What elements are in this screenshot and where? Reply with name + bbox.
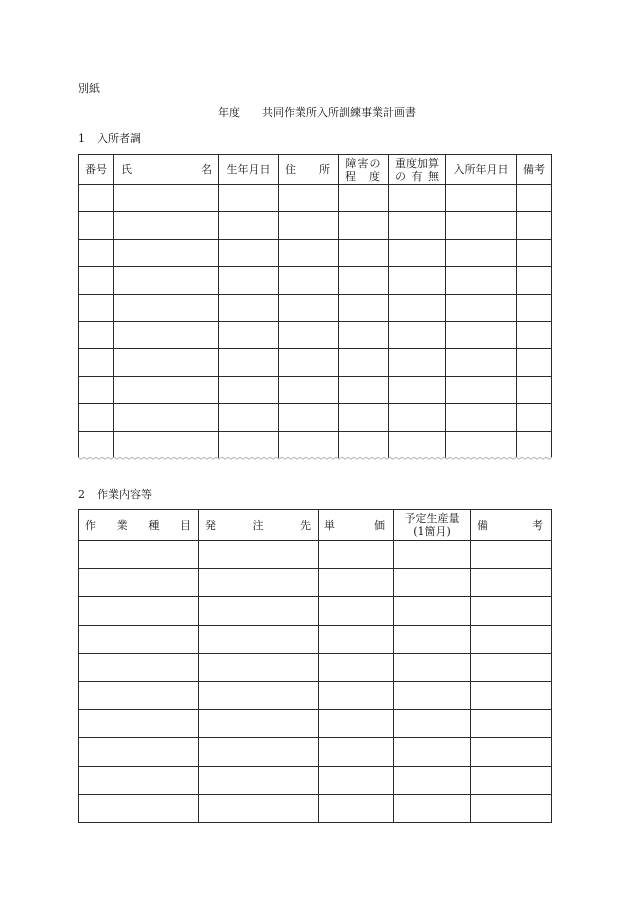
header-no-label: 番号	[85, 163, 107, 176]
header-client	[199, 510, 319, 541]
header-address-label	[279, 163, 338, 176]
work-content-table-body	[79, 541, 552, 823]
entrant-name-cell	[114, 349, 219, 376]
entrant-severe-addition-cell	[389, 349, 446, 376]
entrant-birth-date-cell	[219, 212, 279, 239]
title-text: 共同作業所入所訓練事業計画書	[262, 106, 416, 119]
entrant-admission-date-cell	[446, 404, 517, 431]
entrant-severe-addition-cell	[389, 185, 446, 212]
work-planned-output-cell	[394, 794, 471, 822]
work-remarks-cell	[471, 653, 552, 681]
work-remarks-cell	[471, 738, 552, 766]
work-client-cell	[199, 794, 319, 822]
work-unit-price-cell	[319, 794, 394, 822]
table-row	[79, 185, 552, 212]
header-work-type-char: 業	[116, 518, 128, 532]
work-unit-price-cell	[319, 597, 394, 625]
work-planned-output-cell	[394, 766, 471, 794]
header-unit-price-char: 価	[374, 518, 385, 532]
header-unit-price	[319, 510, 394, 541]
header-address	[279, 155, 339, 185]
header-planned-output-line2: (1箇月)	[413, 525, 451, 538]
work-work-type-cell	[79, 738, 199, 766]
work-work-type-cell	[79, 766, 199, 794]
table-row	[79, 239, 552, 266]
entrant-admission-date-cell	[446, 239, 517, 266]
document-title	[218, 106, 416, 119]
header-row	[79, 510, 552, 541]
entrant-disability-cell	[339, 404, 389, 431]
work-planned-output-cell	[394, 625, 471, 653]
entrant-disability-cell	[339, 321, 389, 348]
header-birth-date-label: 生年月日	[226, 163, 271, 176]
table-row	[79, 569, 552, 597]
entrant-remarks-cell	[517, 267, 552, 294]
work-client-cell	[199, 766, 319, 794]
entrant-remarks-cell	[517, 349, 552, 376]
header-unit-price-char: 単	[324, 518, 335, 532]
entrant-address-cell	[279, 294, 339, 321]
entrant-no-cell	[79, 185, 114, 212]
table-row	[79, 625, 552, 653]
entrant-disability-cell	[339, 185, 389, 212]
table-row	[79, 541, 552, 569]
work-remarks-cell	[471, 710, 552, 738]
entrant-name-cell	[114, 267, 219, 294]
work-work-type-cell	[79, 794, 199, 822]
header-severe-addition-line2	[389, 170, 445, 183]
work-planned-output-cell	[394, 681, 471, 709]
header-disability-line2	[339, 170, 388, 183]
table-row	[79, 267, 552, 294]
entrant-remarks-cell	[517, 404, 552, 431]
entrant-disability-cell	[339, 267, 389, 294]
work-work-type-cell	[79, 653, 199, 681]
work-client-cell	[199, 541, 319, 569]
entrant-name-cell	[114, 185, 219, 212]
entrant-remarks-cell	[517, 185, 552, 212]
work-planned-output-cell	[394, 653, 471, 681]
work-unit-price-cell	[319, 710, 394, 738]
work-unit-price-cell	[319, 738, 394, 766]
entrant-name-cell	[114, 212, 219, 239]
entrant-address-cell	[279, 212, 339, 239]
work-remarks-cell	[471, 597, 552, 625]
entrant-disability-cell	[339, 294, 389, 321]
section1-number: 1	[78, 132, 85, 145]
entrant-severe-addition-cell	[389, 239, 446, 266]
header-disability-char: 度	[369, 169, 380, 183]
entrant-address-cell	[279, 404, 339, 431]
entrant-remarks-cell	[517, 212, 552, 239]
section2-number: 2	[78, 488, 85, 501]
entrants-table	[78, 154, 552, 458]
section2-title: 作業内容等	[97, 488, 152, 501]
header-remarks-char: 備	[477, 518, 488, 532]
entrant-disability-cell	[339, 376, 389, 403]
header-severe-addition-char: 有	[411, 169, 423, 183]
table-row	[79, 294, 552, 321]
header-disability-line1: 障害の	[345, 156, 382, 170]
work-client-cell	[199, 653, 319, 681]
work-remarks-cell	[471, 794, 552, 822]
header-no	[79, 155, 114, 185]
work-client-cell	[199, 681, 319, 709]
work-remarks-cell	[471, 625, 552, 653]
table-row	[79, 212, 552, 239]
entrant-birth-date-cell	[219, 267, 279, 294]
table-row	[79, 710, 552, 738]
work-planned-output-cell	[394, 597, 471, 625]
header-admission-date	[446, 155, 517, 185]
entrant-birth-date-cell	[219, 239, 279, 266]
work-unit-price-cell	[319, 625, 394, 653]
header-client-char: 先	[300, 518, 311, 532]
entrant-admission-date-cell	[446, 185, 517, 212]
header-unit-price-label	[319, 519, 393, 532]
entrant-remarks-cell	[517, 239, 552, 266]
entrant-birth-date-cell	[219, 321, 279, 348]
table-row	[79, 404, 552, 431]
table-row	[79, 376, 552, 403]
header-work-type	[79, 510, 199, 541]
header-planned-output	[394, 510, 471, 541]
table-row	[79, 597, 552, 625]
attachment-label: 別紙	[78, 82, 100, 95]
entrant-admission-date-cell	[446, 376, 517, 403]
entrant-admission-date-cell	[446, 212, 517, 239]
entrant-birth-date-cell	[219, 349, 279, 376]
entrant-severe-addition-cell	[389, 321, 446, 348]
entrant-name-cell	[114, 404, 219, 431]
work-remarks-cell	[471, 569, 552, 597]
work-work-type-cell	[79, 625, 199, 653]
entrant-address-cell	[279, 267, 339, 294]
header-name-label	[114, 163, 218, 176]
header-client-char: 発	[205, 518, 216, 532]
work-client-cell	[199, 738, 319, 766]
entrant-no-cell	[79, 321, 114, 348]
header-work-type-char: 作	[85, 518, 96, 532]
entrant-disability-cell	[339, 349, 389, 376]
entrant-admission-date-cell	[446, 294, 517, 321]
header-severe-addition-char: 無	[428, 169, 439, 183]
header-disability	[339, 155, 389, 185]
entrant-birth-date-cell	[219, 376, 279, 403]
entrant-no-cell	[79, 294, 114, 321]
section1-heading	[78, 132, 141, 145]
header-name	[114, 155, 219, 185]
header-birth-date	[219, 155, 279, 185]
work-content-table	[78, 509, 552, 823]
torn-edge	[78, 454, 552, 462]
work-work-type-cell	[79, 541, 199, 569]
entrant-disability-cell	[339, 239, 389, 266]
header-name-char: 名	[201, 163, 212, 176]
work-planned-output-cell	[394, 541, 471, 569]
entrant-admission-date-cell	[446, 267, 517, 294]
header-remarks-label: 備考	[523, 163, 545, 176]
table-row	[79, 321, 552, 348]
header-work-type-label	[79, 519, 198, 532]
header-remarks-char: 考	[532, 518, 543, 532]
header-work-type-char: 目	[179, 518, 191, 532]
work-unit-price-cell	[319, 681, 394, 709]
entrant-birth-date-cell	[219, 294, 279, 321]
header-address-char: 所	[319, 163, 330, 176]
table-row	[79, 766, 552, 794]
entrant-severe-addition-cell	[389, 294, 446, 321]
entrant-birth-date-cell	[219, 185, 279, 212]
entrant-admission-date-cell	[446, 321, 517, 348]
entrant-severe-addition-cell	[389, 376, 446, 403]
entrant-no-cell	[79, 376, 114, 403]
work-work-type-cell	[79, 710, 199, 738]
entrant-severe-addition-cell	[389, 212, 446, 239]
entrant-birth-date-cell	[219, 404, 279, 431]
entrant-name-cell	[114, 376, 219, 403]
section1-title: 入所者調	[97, 132, 141, 145]
work-planned-output-cell	[394, 710, 471, 738]
work-work-type-cell	[79, 569, 199, 597]
entrant-no-cell	[79, 267, 114, 294]
work-client-cell	[199, 710, 319, 738]
header-admission-date-label: 入所年月日	[453, 163, 509, 176]
entrant-severe-addition-cell	[389, 404, 446, 431]
entrant-no-cell	[79, 239, 114, 266]
header-row	[79, 155, 552, 185]
entrant-name-cell	[114, 239, 219, 266]
work-remarks-cell	[471, 681, 552, 709]
entrant-name-cell	[114, 294, 219, 321]
section2-heading	[78, 488, 152, 501]
entrant-remarks-cell	[517, 294, 552, 321]
entrant-address-cell	[279, 185, 339, 212]
entrant-address-cell	[279, 349, 339, 376]
work-planned-output-cell	[394, 569, 471, 597]
work-unit-price-cell	[319, 766, 394, 794]
entrant-remarks-cell	[517, 376, 552, 403]
entrants-table-body	[79, 185, 552, 459]
table-row	[79, 349, 552, 376]
header-disability-char: 程	[345, 169, 356, 183]
entrant-no-cell	[79, 212, 114, 239]
work-client-cell	[199, 625, 319, 653]
entrant-remarks-cell	[517, 321, 552, 348]
work-unit-price-cell	[319, 569, 394, 597]
header-client-char: 注	[252, 518, 264, 532]
table-row	[79, 794, 552, 822]
work-client-cell	[199, 569, 319, 597]
header-severe-addition-line1: 重度加算	[395, 156, 439, 170]
header-planned-output-line1: 予定生産量	[404, 512, 460, 525]
entrant-severe-addition-cell	[389, 267, 446, 294]
title-year-label: 年度	[218, 106, 240, 119]
work-unit-price-cell	[319, 541, 394, 569]
header-remarks	[471, 510, 552, 541]
entrant-no-cell	[79, 349, 114, 376]
header-name-char: 氏	[121, 163, 132, 176]
work-remarks-cell	[471, 766, 552, 794]
entrant-admission-date-cell	[446, 349, 517, 376]
work-work-type-cell	[79, 597, 199, 625]
table-row	[79, 681, 552, 709]
torn-edge-line	[78, 457, 552, 459]
header-remarks	[517, 155, 552, 185]
header-severe-addition-char: の	[395, 169, 406, 183]
header-severe-addition	[389, 155, 446, 185]
entrant-disability-cell	[339, 212, 389, 239]
work-planned-output-cell	[394, 738, 471, 766]
table-row	[79, 738, 552, 766]
header-address-char: 住	[285, 163, 296, 176]
entrants-table-header	[79, 155, 552, 185]
header-remarks-label	[471, 519, 551, 532]
work-work-type-cell	[79, 681, 199, 709]
entrant-address-cell	[279, 239, 339, 266]
work-client-cell	[199, 597, 319, 625]
entrant-name-cell	[114, 321, 219, 348]
work-unit-price-cell	[319, 653, 394, 681]
entrant-address-cell	[279, 321, 339, 348]
entrant-no-cell	[79, 404, 114, 431]
work-remarks-cell	[471, 541, 552, 569]
header-client-label	[199, 519, 318, 532]
entrant-address-cell	[279, 376, 339, 403]
table-row	[79, 653, 552, 681]
header-work-type-char: 種	[148, 518, 160, 532]
work-content-table-header	[79, 510, 552, 541]
